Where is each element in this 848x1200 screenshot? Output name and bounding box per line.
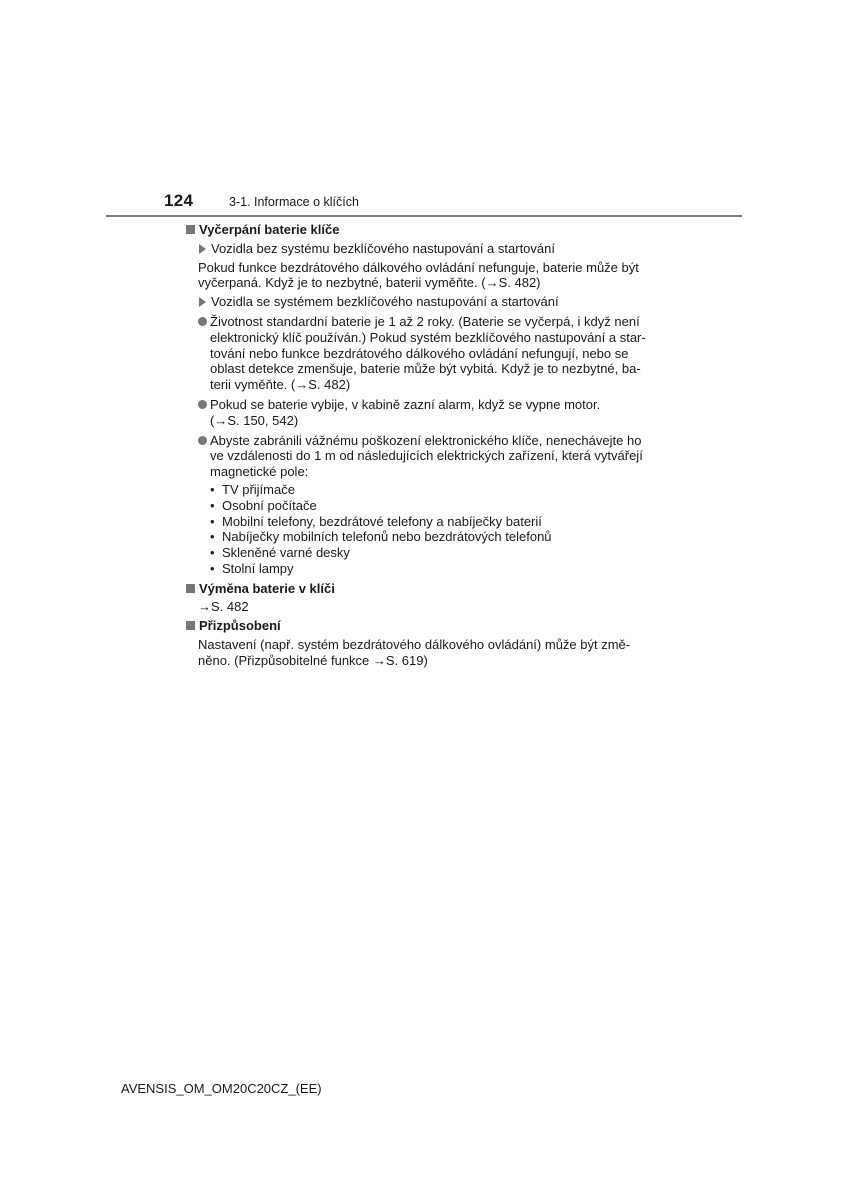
dot-item-line: Životnost standardní baterie je 1 až 2 roky. (Baterie se vyčerpá, i když není	[210, 313, 640, 329]
section-battery-depletion	[184, 241, 664, 577]
list-item: • Nabíječky mobilních telefonů nebo bezdrátových telefonů	[210, 529, 552, 545]
dot-item-line: terii vyměňte. (→S. 482)	[210, 377, 351, 393]
page-number: 124	[164, 191, 194, 210]
paragraph-line: Pokud funkce bezdrátového dálkového ovládání nefunguje, baterie může být	[198, 259, 639, 275]
list-item: • Mobilní telefony, bezdrátové telefony a nabíječky baterií	[210, 513, 542, 529]
heading-text: Vyčerpání baterie klíče	[199, 222, 340, 237]
device-list	[210, 482, 664, 577]
heading-text: Přizpůsobení	[199, 618, 281, 634]
heading-text: Výměna baterie v klíči	[199, 580, 335, 596]
dot-item-line: Abyste zabránili vážnému poškození elektronického klíče, nenechávejte ho	[210, 432, 642, 448]
circle-bullet-icon	[198, 436, 207, 445]
heading-battery-replacement	[184, 581, 664, 597]
list-item: • Osobní počítače	[210, 497, 317, 513]
circle-bullet-icon	[198, 400, 207, 409]
arrow-item-text: Vozidla se systémem bezklíčového nastupování a startování	[211, 294, 559, 310]
dot-item-line: elektronický klíč používán.) Pokud systém bezklíčového nastupování a star-	[210, 329, 646, 345]
square-bullet-icon	[186, 225, 195, 234]
list-item: • Stolní lampy	[210, 560, 294, 576]
dot-item	[198, 314, 664, 393]
section-title: 3-1. Informace o klíčích	[229, 195, 359, 209]
footer-code: AVENSIS_OM_OM20C20CZ_(EE)	[121, 1081, 322, 1096]
list-item: • Skleněné varné desky	[210, 545, 350, 561]
circle-bullet-icon	[198, 317, 207, 326]
heading-customization	[184, 618, 664, 634]
triangle-right-icon	[199, 244, 206, 254]
paragraph-line: vyčerpaná. Když je to nezbytné, baterii vyměňte. (→S. 482)	[198, 275, 541, 291]
heading-battery-depletion	[184, 222, 664, 238]
dot-item-line: Pokud se baterie vybije, v kabině zazní alarm, když se vypne motor.	[210, 396, 601, 412]
arrow-item	[198, 294, 664, 310]
paragraph-line: něno. (Přizpůsobitelné funkce →S. 619)	[198, 652, 428, 668]
paragraph-line: Nastavení (např. systém bezdrátového dálkového ovládání) může být změ-	[198, 637, 631, 653]
dot-item-line: oblast detekce zmenšuje, baterie může být vybitá. Když je to nezbytné, ba-	[210, 361, 641, 377]
dot-item-line: tování nebo funkce bezdrátového dálkového ovládání nefungují, nebo se	[210, 345, 629, 361]
triangle-right-icon	[199, 297, 206, 307]
dot-item-line: magnetické pole:	[210, 464, 309, 480]
paragraph	[198, 260, 664, 292]
header-divider	[106, 215, 742, 217]
dot-item-line: (→S. 150, 542)	[210, 412, 299, 428]
square-bullet-icon	[186, 584, 195, 593]
arrow-item	[198, 241, 664, 257]
page-reference: →S. 482	[198, 598, 249, 614]
list-item: • TV přijímače	[210, 481, 295, 497]
content	[184, 222, 664, 669]
arrow-item-text: Vozidla bez systému bezklíčového nastupování a startování	[211, 240, 555, 256]
dot-item	[198, 397, 664, 429]
paragraph	[184, 637, 664, 669]
square-bullet-icon	[186, 621, 195, 630]
dot-item-line: ve vzdálenosti do 1 m od následujících elektrických zařízení, která vytvářejí	[210, 448, 643, 464]
dot-item	[198, 433, 664, 480]
